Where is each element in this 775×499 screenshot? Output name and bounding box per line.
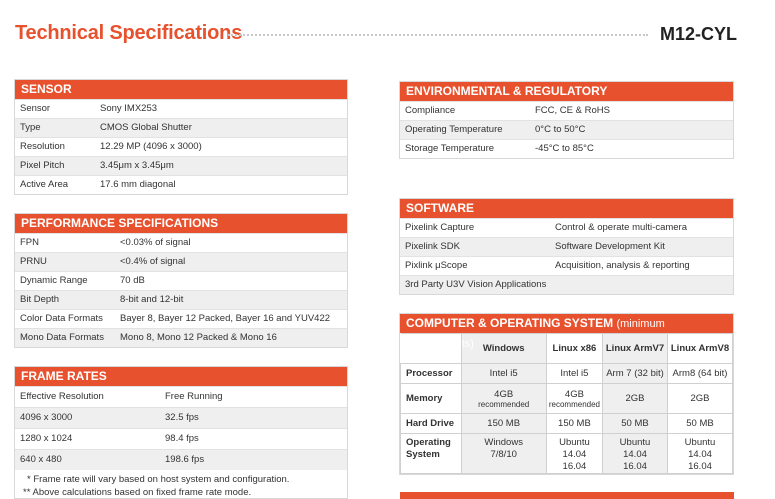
os-name: Ubuntu bbox=[619, 437, 651, 448]
spec-row bbox=[15, 290, 347, 309]
row-label: Hard Drive bbox=[401, 414, 462, 434]
performance-section bbox=[14, 213, 348, 348]
spec-row bbox=[15, 233, 347, 252]
memory-value: 4GB bbox=[564, 388, 584, 400]
computer-requirements-table bbox=[400, 333, 733, 474]
table-cell: Arm8 (64 bit) bbox=[668, 364, 733, 384]
footnote: ** Above calculations based on fixed frame rate mode. bbox=[23, 487, 252, 498]
spec-label: Compliance bbox=[405, 105, 456, 116]
memory-value: 4GB bbox=[494, 388, 514, 400]
spec-label: PRNU bbox=[20, 256, 47, 267]
spec-value: Control & operate multi-camera bbox=[555, 222, 687, 233]
spec-row bbox=[15, 309, 347, 328]
spec-row bbox=[400, 256, 733, 275]
spec-value: 32.5 fps bbox=[165, 412, 199, 423]
spec-label: Pixlink μScope bbox=[405, 260, 468, 271]
row-label bbox=[401, 434, 462, 474]
table-cell: Intel i5 bbox=[546, 364, 602, 384]
table-cell: 2GB bbox=[668, 384, 733, 414]
os-version: 14.04 bbox=[623, 449, 647, 460]
spec-row bbox=[15, 386, 347, 407]
spec-value: 198.6 fps bbox=[165, 454, 205, 465]
model-name: M12-CYL bbox=[659, 24, 737, 44]
spec-value bbox=[705, 276, 733, 294]
table-cell: 50 MB bbox=[668, 414, 733, 434]
spec-row bbox=[400, 120, 733, 139]
spec-row bbox=[15, 252, 347, 271]
frame-rates-header: FRAME RATES bbox=[15, 367, 347, 386]
spec-row bbox=[15, 99, 347, 118]
title-divider bbox=[228, 34, 648, 36]
spec-label: Pixelink Capture bbox=[405, 222, 475, 233]
table-cell: Arm 7 (32 bit) bbox=[603, 364, 668, 384]
sensor-section bbox=[14, 79, 348, 195]
row-label: Processor bbox=[401, 364, 462, 384]
sensor-header: SENSOR bbox=[15, 80, 347, 99]
spec-row bbox=[400, 218, 733, 237]
spec-value: <0.4% of signal bbox=[120, 256, 186, 267]
spec-row bbox=[15, 137, 347, 156]
computer-title: COMPUTER & OPERATING SYSTEM bbox=[406, 316, 614, 330]
os-name: Ubuntu bbox=[684, 437, 716, 448]
frame-rate-notes bbox=[15, 470, 347, 499]
column-header: Windows bbox=[461, 334, 546, 364]
table-cell: Windows 7/8/10 bbox=[461, 434, 546, 474]
os-version: 16.04 bbox=[623, 461, 647, 472]
table-row bbox=[401, 364, 733, 384]
performance-header: PERFORMANCE SPECIFICATIONS bbox=[15, 214, 347, 233]
os-label: Operating bbox=[406, 437, 451, 448]
spec-value: Mono 8, Mono 12 Packed & Mono 16 bbox=[120, 332, 277, 343]
sensor-rows bbox=[15, 99, 347, 194]
memory-note: recommended bbox=[548, 399, 600, 409]
spec-label: Color Data Formats bbox=[20, 313, 103, 324]
computer-subtitle: (minimum requirements) bbox=[406, 318, 665, 350]
spec-label: Type bbox=[20, 122, 41, 133]
computer-section bbox=[399, 313, 734, 475]
spec-value: 12.29 MP (4096 x 3000) bbox=[100, 141, 202, 152]
environmental-header: ENVIRONMENTAL & REGULATORY bbox=[400, 82, 733, 101]
table-cell: 150 MB bbox=[546, 414, 602, 434]
spec-value: -45°C to 85°C bbox=[535, 143, 594, 154]
spec-label: FPN bbox=[20, 237, 39, 248]
spec-value: Sony IMX253 bbox=[100, 103, 158, 114]
spec-row bbox=[15, 156, 347, 175]
spec-label: Pixelink SDK bbox=[405, 241, 460, 252]
spec-label: Mono Data Formats bbox=[20, 332, 104, 343]
table-cell bbox=[603, 434, 668, 474]
os-name: Ubuntu bbox=[559, 437, 590, 448]
table-cell bbox=[546, 384, 602, 414]
table-cell: 150 MB bbox=[461, 414, 546, 434]
spec-label: Bit Depth bbox=[20, 294, 60, 305]
software-section bbox=[399, 198, 734, 295]
spec-row bbox=[15, 449, 347, 470]
spec-label: 640 x 480 bbox=[20, 454, 62, 465]
spec-value: Free Running bbox=[165, 391, 223, 402]
environmental-section bbox=[399, 81, 734, 159]
table-row bbox=[401, 434, 733, 474]
frame-rates-section bbox=[14, 366, 348, 499]
spec-value: CMOS Global Shutter bbox=[100, 122, 192, 133]
spec-label: Storage Temperature bbox=[405, 143, 495, 154]
spec-value: 8-bit and 12-bit bbox=[120, 294, 184, 305]
table-cell bbox=[668, 434, 733, 474]
spec-value: 98.4 fps bbox=[165, 433, 199, 444]
memory-note: recommended bbox=[478, 399, 530, 409]
spec-value: 17.6 mm diagonal bbox=[100, 179, 176, 190]
table-row bbox=[401, 384, 733, 414]
spec-row bbox=[15, 407, 347, 428]
spec-value: Acquisition, analysis & reporting bbox=[555, 260, 690, 271]
spec-label: 4096 x 3000 bbox=[20, 412, 73, 423]
table-row bbox=[401, 414, 733, 434]
os-version: 16.04 bbox=[562, 461, 587, 472]
spec-row bbox=[15, 118, 347, 137]
spec-row bbox=[400, 237, 733, 256]
environmental-rows bbox=[400, 101, 733, 158]
spec-label: Active Area bbox=[20, 179, 69, 190]
os-version: 14.04 bbox=[688, 449, 712, 460]
table-cell: 50 MB bbox=[603, 414, 668, 434]
performance-rows bbox=[15, 233, 347, 347]
table-cell bbox=[546, 434, 602, 474]
spec-label: Operating Temperature bbox=[405, 124, 503, 135]
footnote: * Frame rate will vary based on host system and configuration. bbox=[27, 474, 290, 485]
spec-row bbox=[15, 175, 347, 194]
frame-rates-rows bbox=[15, 386, 347, 470]
spec-value: 3.45μm x 3.45μm bbox=[100, 160, 174, 171]
column-header: Linux ArmV7 bbox=[603, 334, 668, 364]
software-header: SOFTWARE bbox=[400, 199, 733, 218]
spec-value: 70 dB bbox=[120, 275, 145, 286]
next-section-header-bar bbox=[400, 492, 734, 499]
spec-label: 1280 x 1024 bbox=[20, 433, 73, 444]
spec-label: Resolution bbox=[20, 141, 65, 152]
os-version: 16.04 bbox=[688, 461, 712, 472]
column-header: Linux ArmV8 bbox=[668, 334, 733, 364]
spec-row bbox=[15, 271, 347, 290]
spec-label: Sensor bbox=[20, 103, 51, 114]
table-cell bbox=[461, 384, 546, 414]
spec-value: 0°C to 50°C bbox=[535, 124, 586, 135]
software-rows bbox=[400, 218, 733, 294]
spec-value: FCC, CE & RoHS bbox=[535, 105, 610, 116]
spec-row bbox=[400, 275, 733, 294]
spec-row bbox=[15, 328, 347, 347]
table-cell: 2GB bbox=[603, 384, 668, 414]
page-title: Technical Specifications bbox=[15, 22, 243, 44]
spec-label: 3rd Party U3V Vision Applications bbox=[405, 279, 547, 290]
spec-row bbox=[15, 428, 347, 449]
spec-value: <0.03% of signal bbox=[120, 237, 191, 248]
spec-value: Bayer 8, Bayer 12 Packed, Bayer 16 and YUV422 bbox=[120, 313, 331, 324]
spec-label: Dynamic Range bbox=[20, 275, 88, 286]
spec-label: Effective Resolution bbox=[20, 391, 104, 402]
spec-row bbox=[400, 139, 733, 158]
os-version: 14.04 bbox=[562, 449, 587, 460]
column-header: Linux x86 bbox=[546, 334, 602, 364]
spec-value: Software Development Kit bbox=[555, 241, 665, 252]
spec-row bbox=[400, 101, 733, 120]
row-label: Memory bbox=[401, 384, 462, 414]
os-label: System bbox=[406, 449, 440, 460]
spec-label: Pixel Pitch bbox=[20, 160, 65, 171]
table-cell: Intel i5 bbox=[461, 364, 546, 384]
